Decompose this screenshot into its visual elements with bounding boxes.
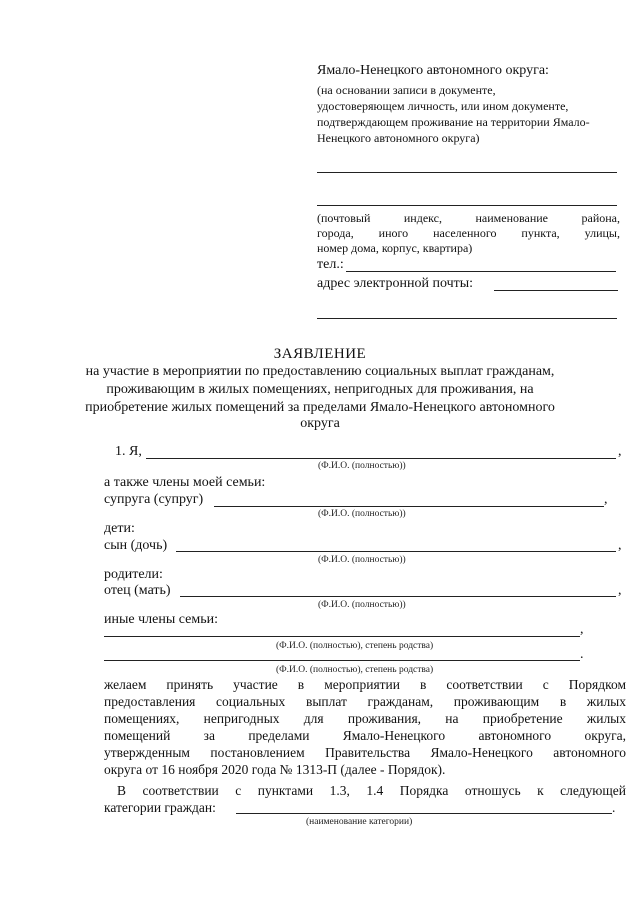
children-label: дети: [104, 521, 135, 536]
email-label: адрес электронной почты: [317, 276, 474, 291]
paragraph-line-2: предоставления социальных выплат гражданам, проживающим в жилых [104, 694, 626, 709]
parent-comma: , [618, 583, 622, 598]
other-member-field-2[interactable] [104, 660, 580, 661]
title-line-3: приобретение жилых помещений за пределами Ямало-Ненецкого автономного [85, 400, 555, 415]
title-line-1: на участие в мероприятии по предоставлению социальных выплат гражданам, [85, 364, 555, 379]
other-member-period-2: . [580, 647, 584, 662]
address-hint-line-2: города, иного населенного пункта, улицы, [317, 226, 620, 240]
name-field-line-1[interactable] [317, 172, 617, 173]
category-label: категории граждан: [104, 800, 216, 815]
parent-fio-field[interactable] [180, 596, 616, 597]
address-field-line-1[interactable] [317, 205, 617, 206]
category-field[interactable] [236, 813, 612, 814]
extra-address-line[interactable] [317, 318, 617, 319]
note-line-2: удостоверяющем личность, или ином документе, [317, 99, 569, 113]
address-hint-line-3: номер дома, корпус, квартира) [317, 241, 473, 255]
child-fio-field[interactable] [176, 551, 616, 552]
son-label: сын (дочь) [104, 538, 168, 553]
note-line-4: Ненецкого автономного округа) [317, 131, 480, 145]
spouse-label: супруга (супруг) [104, 492, 204, 507]
note-line-3: подтверждающем проживание на территории Ямало- [317, 115, 590, 129]
applicant-comma: , [618, 444, 622, 459]
applicant-label: 1. Я, [115, 444, 142, 459]
other-member-comma-1: , [580, 622, 584, 637]
parents-label: родители: [104, 567, 163, 582]
title-line-4: округа [300, 416, 340, 431]
other-member-caption-1: (Ф.И.О. (полностью), степень родства) [276, 641, 434, 651]
paragraph-line-3: помещениях, непригодных для проживания, на приобретение жилых [104, 711, 626, 726]
family-intro: а также члены моей семьи: [104, 475, 266, 490]
applicant-fio-field[interactable] [146, 458, 616, 459]
spouse-comma: , [604, 492, 608, 507]
spouse-fio-field[interactable] [214, 506, 604, 507]
document-heading: ЗАЯВЛЕНИЕ [273, 346, 367, 362]
spouse-fio-caption: (Ф.И.О. (полностью)) [318, 509, 406, 519]
other-member-caption-2: (Ф.И.О. (полностью), степень родства) [276, 665, 434, 675]
child-fio-caption: (Ф.И.О. (полностью)) [318, 555, 406, 565]
paragraph-line-1: желаем принять участие в мероприятии в соответствии с Порядком [104, 677, 626, 692]
child-comma: , [618, 538, 622, 553]
title-line-2: проживающим в жилых помещениях, непригодных для проживания, на [106, 382, 534, 397]
parent-fio-caption: (Ф.И.О. (полностью)) [318, 600, 406, 610]
address-hint-line-1: (почтовый индекс, наименование района, [317, 211, 620, 225]
category-period: . [612, 800, 616, 815]
phone-label: тел.: [317, 257, 344, 272]
okrug-line: Ямало-Ненецкого автономного округа: [317, 63, 549, 78]
applicant-fio-caption: (Ф.И.О. (полностью)) [318, 461, 406, 471]
others-label: иные члены семьи: [104, 612, 218, 627]
note-line-1: (на основании записи в документе, [317, 83, 496, 97]
email-field[interactable] [494, 290, 618, 291]
paragraph-line-6: округа от 16 ноября 2020 года № 1313-П (далее - Порядок). [104, 762, 446, 777]
father-label: отец (мать) [104, 583, 171, 598]
paragraph-line-5: утвержденным постановлением Правительства Ямало-Ненецкого автономного [104, 745, 626, 760]
phone-field[interactable] [346, 271, 616, 272]
category-caption: (наименование категории) [306, 817, 413, 827]
category-line-1: В соответствии с пунктами 1.3, 1.4 Порядка отношусь к следующей [117, 783, 626, 798]
other-member-field-1[interactable] [104, 636, 580, 637]
paragraph-line-4: помещений за пределами Ямало-Ненецкого автономного округа, [104, 728, 626, 743]
